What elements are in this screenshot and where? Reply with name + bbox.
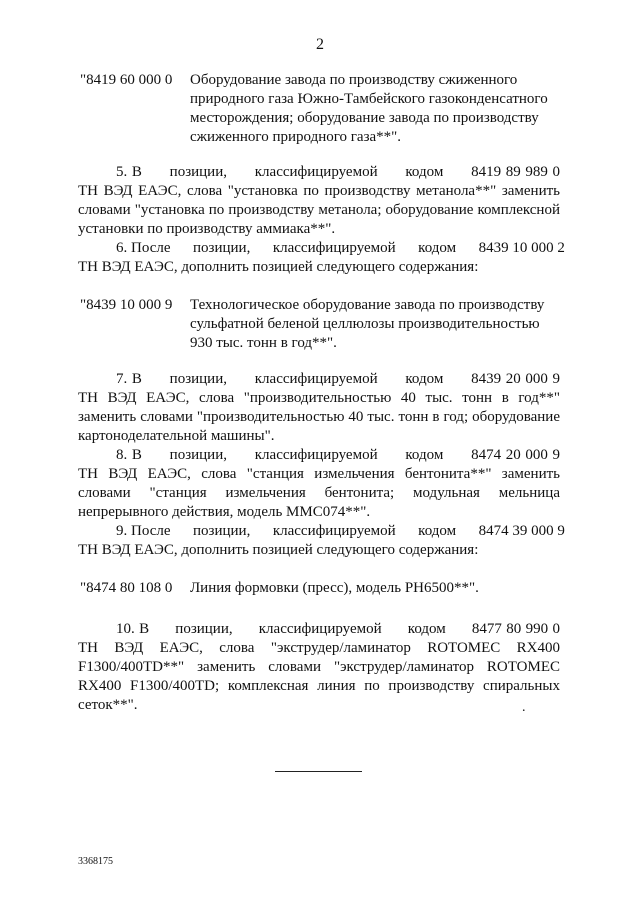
page-number: 2: [316, 36, 324, 53]
paragraph-line: F1300/400TD**" заменить словами "экструдер/ламинатор ROTOMEC: [78, 659, 560, 675]
entry-line: 930 тыс. тонн в год**".: [190, 335, 337, 351]
tariff-entry-8419: [80, 71, 570, 147]
stray-mark: .: [522, 700, 526, 715]
paragraph-line: RX400 F1300/400TD; комплексная линия по производству спиральных: [78, 678, 560, 694]
paragraph-line: ТН ВЭД ЕАЭС, слова "станция измельчения бентонита**" заменить: [78, 466, 560, 482]
entry-code: "8439 10 000 9: [80, 297, 173, 313]
entry-description: [190, 579, 570, 598]
paragraph-line: ТН ВЭД ЕАЭС, слова "экструдер/ламинатор ROTOMEC RX400: [78, 640, 560, 656]
entry-line: природного газа Южно-Тамбейского газоконденсатного: [190, 91, 548, 107]
paragraph-line: картоноделательной машины".: [78, 428, 275, 444]
paragraph-line: 7. В позиции, классифицируемой кодом 8439 20 000 9: [116, 371, 560, 387]
entry-code: "8474 80 108 0: [80, 580, 173, 596]
paragraph-line: ТН ВЭД ЕАЭС, слова "установка по производству метанола**" заменить: [78, 183, 560, 199]
entry-line: сжиженного природного газа**".: [190, 129, 402, 145]
paragraph-line: ТН ВЭД ЕАЭС, дополнить позицией следующего содержания:: [78, 542, 479, 558]
entry-line: Технологическое оборудование завода по производству: [190, 297, 545, 313]
paragraph-line: заменить словами "производительностью 40 тыс. тонн в год; оборудование: [78, 409, 560, 425]
paragraph-item-6: [78, 239, 565, 277]
paragraph-line: 6. После позиции, классифицируемой кодом 8439 10 000 2: [116, 240, 565, 256]
paragraph-item-9: [78, 522, 565, 560]
entry-description: [190, 296, 570, 353]
paragraph-line: словами "станция измельчения бентонита; модульная мельница: [78, 485, 560, 501]
paragraph-item-10: [78, 620, 560, 715]
entry-line: Оборудование завода по производству сжиженного: [190, 72, 518, 88]
end-separator-line: [275, 771, 362, 772]
paragraph-line: 5. В позиции, классифицируемой кодом 8419 89 989 0: [116, 164, 560, 180]
paragraph-item-5: [78, 163, 560, 239]
document-footer-code: 3368175: [78, 856, 113, 867]
paragraph-line: непрерывного действия, модель ММС074**".: [78, 504, 371, 520]
paragraph-item-8: [78, 446, 560, 522]
paragraph-line: 9. После позиции, классифицируемой кодом 8474 39 000 9: [116, 523, 565, 539]
paragraph-line: ТН ВЭД ЕАЭС, слова "производительностью 40 тыс. тонн в год**": [78, 390, 560, 406]
entry-description: [190, 71, 570, 147]
entry-line: сульфатной беленой целлюлозы производительностью: [190, 316, 540, 332]
tariff-entry-8439: [80, 296, 570, 353]
paragraph-line: установки по производству аммиака**".: [78, 221, 336, 237]
paragraph-item-7: [78, 370, 560, 446]
paragraph-line: 10. В позиции, классифицируемой кодом 8477 80 990 0: [116, 621, 560, 637]
paragraph-line: сеток**".: [78, 697, 138, 713]
paragraph-line: 8. В позиции, классифицируемой кодом 8474 20 000 9: [116, 447, 560, 463]
paragraph-line: словами "установка по производству метанола; оборудование комплексной: [78, 202, 560, 218]
entry-line: Линия формовки (пресс), модель РН6500**".: [190, 580, 479, 596]
paragraph-line: ТН ВЭД ЕАЭС, дополнить позицией следующего содержания:: [78, 259, 479, 275]
entry-line: месторождения; оборудование завода по производству: [190, 110, 539, 126]
tariff-entry-8474: [80, 579, 570, 598]
entry-code: "8419 60 000 0: [80, 72, 173, 88]
